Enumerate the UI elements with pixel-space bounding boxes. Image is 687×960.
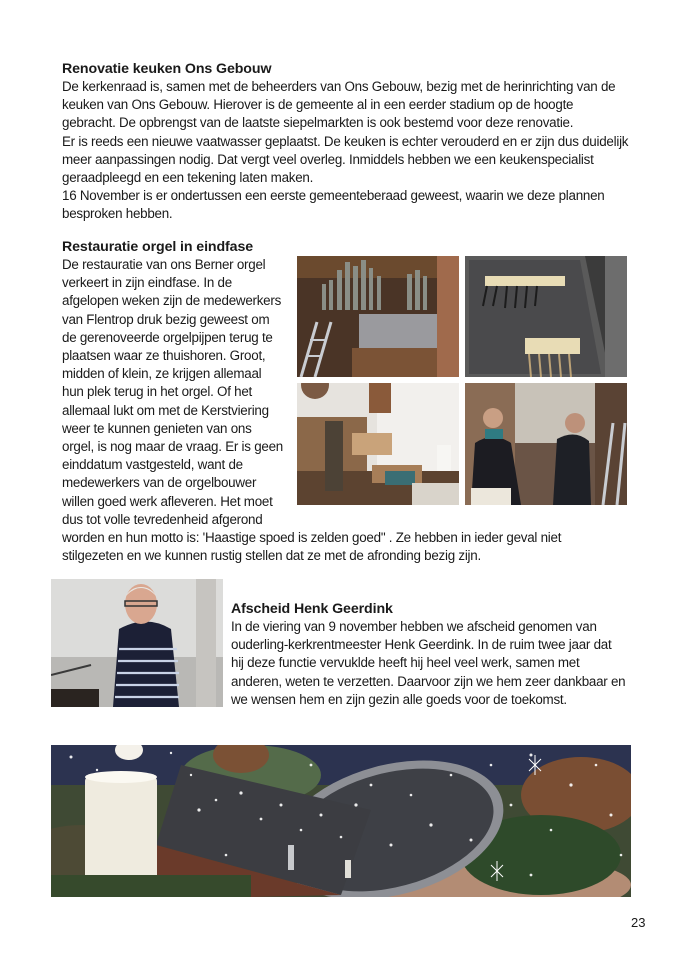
text-line: einddatum vastgesteld, want de — [62, 457, 243, 473]
text-line: Er is reeds een nieuwe vaatwasser geplaatst. De keuken is echter verouderd en er zijn dus duidelijk — [62, 133, 629, 149]
text-line: de gerenoveerde orgelpijpen terug te — [62, 329, 273, 345]
text-line: meer aanpassingen nodig. Dat vergt veel overleg. Inmiddels hebben we een keukenspecialist — [62, 151, 594, 167]
text-line: In de viering van 9 november hebben we afscheid genomen van — [231, 619, 597, 634]
text-line: midden of klein, ze krijgen allemaal — [62, 366, 262, 382]
section-title: Renovatie keuken Ons Gebouw — [62, 61, 272, 77]
text-line: afgelopen weken zijn de medewerkers — [62, 293, 282, 309]
text-line: geraadpleegd en een tekening laten maken. — [62, 170, 314, 186]
text-line: hun plek terug in het orgel. Of het — [62, 384, 253, 400]
text-line: ouderling-kerkrentmeester Henk Geerdink. In de ruim twee jaar dat — [231, 637, 612, 653]
text-line: stilgezeten en we kunnen rustig stellen dat ze met de afronding bezig zijn. — [62, 548, 481, 564]
text-line: van Flentrop druk bezig geweest om — [62, 311, 270, 327]
christmas-banner-image — [51, 745, 631, 897]
text-line: orgel, is nog maar de vraag. Er is geen — [62, 439, 283, 455]
text-line: De restauratie van ons Berner orgel — [62, 257, 266, 272]
section-title: Afscheid Henk Geerdink — [231, 601, 393, 617]
text-line: 16 November is er ondertussen een eerste gemeenteberaad geweest, waarin we deze plannen — [62, 188, 605, 204]
section-renovatie — [62, 60, 628, 224]
text-line: keuken van Ons Gebouw. Hierover is de gemeente al in een eerder stadium op de hoogte — [62, 97, 574, 113]
text-line: weer te kunnen genieten van ons — [62, 420, 252, 436]
text-line: plaatsen waar ze thuishoren. Groot, — [62, 348, 266, 364]
section-body — [231, 618, 625, 709]
text-line: allemaal lukt om met de Kerstviering — [62, 402, 269, 418]
text-line: medewerkers van de orgelbouwer — [62, 475, 257, 491]
photo-workshop-room — [297, 383, 459, 505]
text-line: hij deze functie vervuklde heeft hij heel veel werk, samen met — [231, 655, 580, 671]
text-line: De kerkenraad is, samen met de beheerders van Ons Gebouw, bezig met de herinrichting van de — [62, 79, 616, 94]
text-line: dus tot volle tevredenheid afgerond — [62, 511, 263, 527]
text-line: worden en hun motto is: 'Haastige spoed is zelden goed" . Ze hebben in ieder geval niet — [62, 530, 562, 546]
text-line: verkeert in zijn eindfase. In de — [62, 275, 232, 291]
photo-organ-pipes — [297, 256, 459, 377]
text-line: we wensen hem en zijn gezin alle goeds voor de toekomst. — [231, 691, 567, 707]
section-afscheid — [231, 600, 625, 709]
photo-organ-builders — [465, 383, 627, 505]
page-number: 23 — [631, 915, 646, 930]
text-line: willen goed werk afleveren. Het moet — [62, 493, 273, 509]
photo-pipes-on-tray — [465, 256, 627, 377]
text-line: anderen, weten te verzetten. Daarvoor zijn we hem zeer dankbaar en — [231, 673, 626, 689]
text-line: besproken hebben. — [62, 206, 173, 222]
section-title: Restauratie orgel in eindfase — [62, 239, 254, 255]
photo-henk-geerdink — [51, 579, 223, 707]
text-line: gebracht. De opbrengst van de laatste siepelmarkten is ook bestemd voor deze renovatie. — [62, 115, 574, 131]
section-body — [62, 78, 628, 224]
